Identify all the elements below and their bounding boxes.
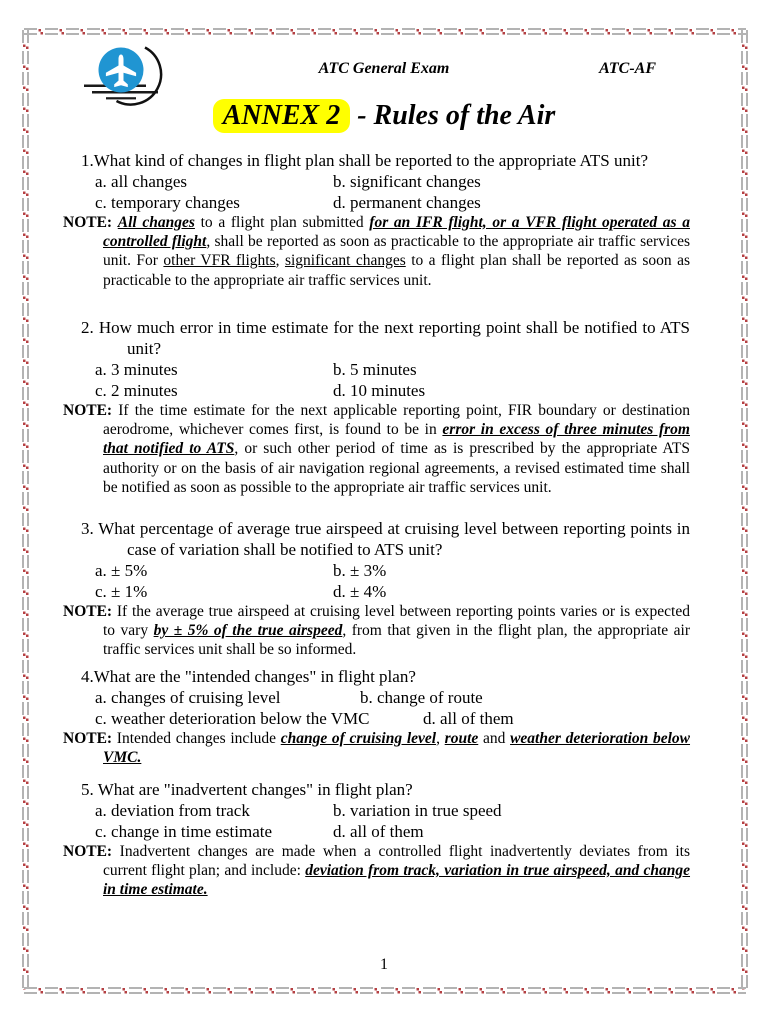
option-a: a. all changes	[95, 172, 188, 191]
page-title	[0, 97, 768, 134]
option-b: b. 5 minutes	[333, 360, 417, 379]
note	[63, 401, 690, 497]
question-4	[63, 666, 690, 767]
note-segment-plain: If the average true airspeed at cruising level between reporting points varies or is expected to vary	[103, 603, 690, 640]
question-text: 4.What are the "intended changes" in flight plan?	[81, 667, 416, 686]
option-a: a. ± 5%	[95, 561, 148, 580]
note-segment-plain: to a flight plan submitted	[194, 214, 370, 231]
decorative-border-left	[22, 30, 29, 990]
option-c: c. change in time estimate	[95, 822, 273, 841]
note-segment-biu: All changes	[117, 214, 195, 231]
note-segment-plain: , shall be reported as soon as practicable to the appropriate air traffic services unit. For	[103, 233, 690, 270]
decorative-border-right	[741, 30, 748, 990]
note-segment-u: significant changes	[284, 252, 406, 270]
title-rest-text: - Rules of the Air	[350, 100, 556, 131]
note-segment-u: other VFR flights	[163, 252, 276, 270]
option-d: d. 10 minutes	[333, 381, 426, 400]
note-segment-biu: weather deterioration below VMC.	[103, 730, 691, 767]
note	[63, 213, 690, 290]
option-row	[95, 359, 690, 380]
option-row	[95, 708, 690, 729]
option-row	[95, 560, 690, 581]
note-label: NOTE:	[63, 402, 113, 419]
note-label: NOTE:	[63, 730, 113, 747]
option-d: d. all of them	[333, 822, 424, 841]
option-b: b. variation in true speed	[333, 801, 502, 820]
option-row	[95, 821, 690, 842]
option-row	[95, 581, 690, 602]
header-exam-title: ATC General Exam	[318, 60, 450, 77]
question-2	[63, 317, 690, 497]
option-row	[95, 192, 690, 213]
note	[63, 602, 690, 660]
options	[63, 560, 690, 602]
note-body	[103, 730, 690, 766]
option-a: a. 3 minutes	[95, 360, 178, 379]
page-number: 1	[380, 956, 388, 973]
question-text: 5. What are "inadvertent changes" in flight plan?	[81, 780, 413, 799]
option-b: b. change of route	[360, 688, 483, 707]
note-segment-plain: ,	[436, 730, 445, 747]
option-c: c. temporary changes	[95, 193, 240, 212]
question-text: 3. What percentage of average true airspeed at cruising level between reporting points in case of variation shall be notified to ATS unit?	[81, 519, 690, 559]
options	[63, 171, 690, 213]
question-5	[63, 779, 690, 900]
question-text: 2. How much error in time estimate for the next reporting point shall be notified to ATS unit?	[81, 318, 690, 358]
option-row	[95, 171, 690, 192]
option-row	[95, 687, 690, 708]
option-d: d. permanent changes	[333, 193, 481, 212]
option-c: c. 2 minutes	[95, 381, 178, 400]
note-label: NOTE:	[63, 603, 113, 620]
note-segment-plain: , from that given in the flight plan, the appropriate air traffic services unit shall be so informed.	[103, 622, 691, 659]
option-a: a. deviation from track	[95, 801, 250, 820]
note-body	[103, 603, 690, 658]
note-segment-plain: ,	[275, 252, 285, 270]
note-segment-biu: for an IFR flight, or a VFR flight operated as a controlled flight	[103, 214, 690, 251]
option-b: b. significant changes	[333, 172, 481, 191]
note-body	[103, 843, 690, 898]
header-doc-code: ATC-AF	[599, 60, 656, 77]
option-a: a. changes of cruising level	[95, 688, 281, 707]
option-row	[95, 800, 690, 821]
question-text: 1.What kind of changes in flight plan shall be reported to the appropriate ATS unit?	[81, 151, 648, 170]
options	[63, 359, 690, 401]
note-label: NOTE:	[63, 214, 113, 231]
option-d: d. ± 4%	[333, 582, 387, 601]
decorative-border-bottom	[24, 987, 746, 994]
note-segment-biu: deviation from track, variation in true airspeed, and change in time estimate.	[103, 862, 691, 899]
note-body	[103, 214, 690, 289]
note-segment-plain: to a flight plan shall be reported as soon as practicable to the appropriate air traffic services unit.	[103, 252, 690, 289]
option-b: b. ± 3%	[333, 561, 387, 580]
note-segment-plain: and	[478, 730, 511, 747]
note-segment-plain: If the time estimate for the next applicable reporting point, FIR boundary or destination aerodrome, whichever comes first, is found to be in	[103, 402, 690, 439]
options	[63, 800, 690, 842]
option-c: c. ± 1%	[95, 582, 148, 601]
note-segment-biu: error in excess of three minutes from that notified to ATS	[103, 421, 690, 458]
note-segment-plain: Intended changes include	[112, 730, 281, 747]
option-row	[95, 380, 690, 401]
option-c: c. weather deterioration below the VMC	[95, 709, 370, 728]
note-label: NOTE:	[63, 843, 113, 860]
note	[63, 842, 690, 900]
note-segment-biu: route	[444, 730, 479, 747]
note-segment-plain: , or such other period of time as is prescribed by the appropriate ATS authority or on the basis of air navigation regional agreements, a revised estimated time shall be notified as soon as possible to the appropriate air traffic services unit.	[103, 440, 690, 496]
decorative-border-top	[24, 28, 746, 35]
note-segment-biu: by ± 5% of the true airspeed	[153, 622, 343, 640]
note	[63, 729, 690, 767]
question-1	[63, 150, 690, 290]
note-segment-plain: Inadvertent changes are made when a controlled flight inadvertently deviates from its current flight plan; and include:	[103, 843, 690, 880]
note-segment-biu: change of cruising level	[280, 730, 437, 747]
title-highlighted-text: ANNEX 2	[213, 99, 350, 133]
option-d: d. all of them	[423, 709, 514, 728]
options	[63, 687, 690, 729]
note-body	[103, 402, 690, 496]
question-3	[63, 518, 690, 660]
